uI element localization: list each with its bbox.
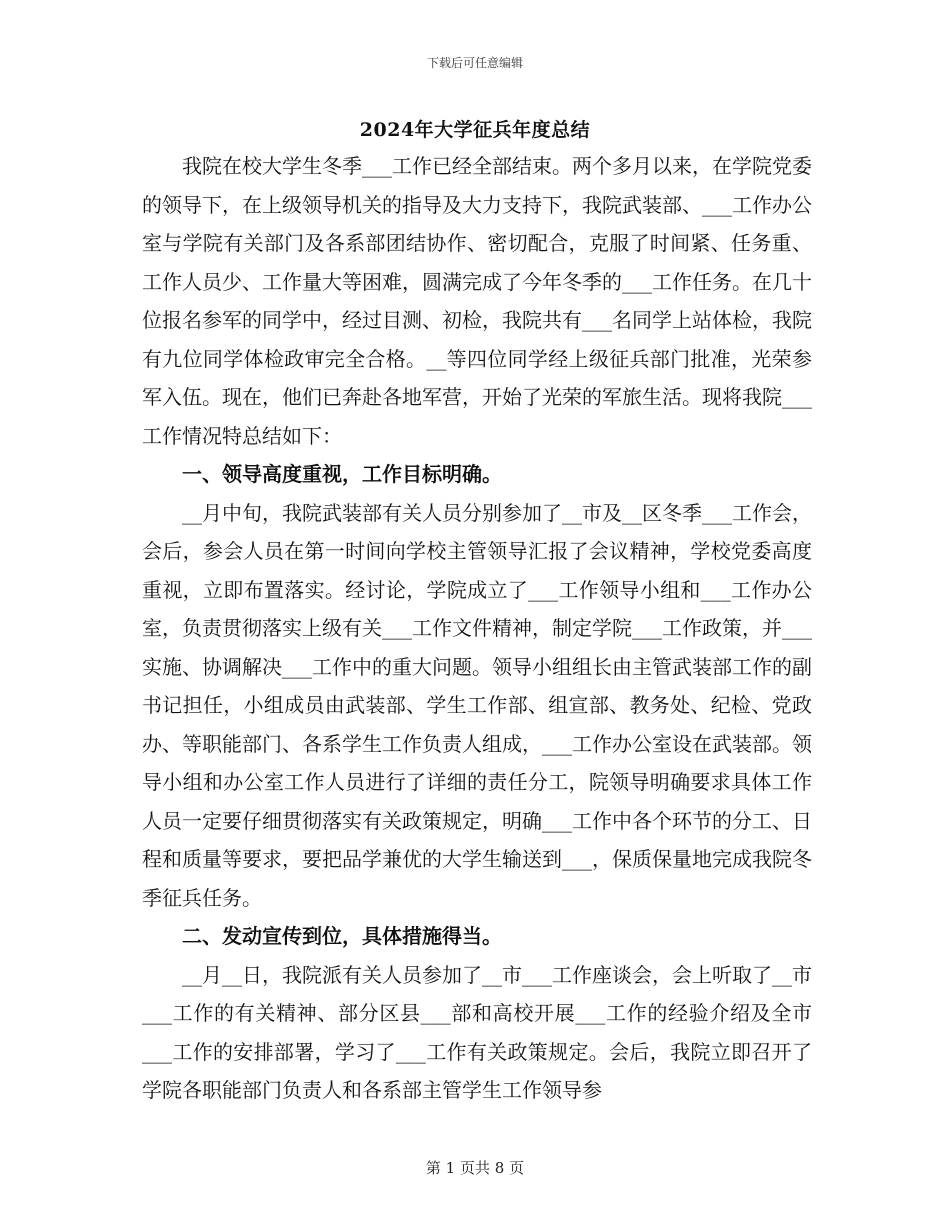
section-heading-1: 一、领导高度重视，工作目标明确。 [182,462,502,486]
section-heading-2: 二、发动宣传到位，具体措施得当。 [182,924,502,948]
header-note: 下载后可任意编辑 [426,56,523,70]
page-footer: 第 1 页共 8 页 [425,1159,525,1177]
section-1-paragraph: __月中旬，我院武装部有关人员分别参加了__市及__区冬季___工作会，会后，参会人员在第一时间向学校主管领导汇报了会议精神，学校党委高度重视，立即布置落实。经讨论，学院成立了___工作领导小组和___工作办公室，负责贯彻落实上级有关___工作文件精神，制定学院___工作政策，并___实施、协调解决___工作中的重大问题。领导小组组长由主管武装部工作的副书记担任，小组成员由武装部、学生工作部、组宣部、教务处、纪检、党政办、等职能部门、各系学生工作负责人组成，___工作办公室设在武装部。领导小组和办公室工作人员进行了详细的责任分工，院领导明确要求具体工作人员一定要仔细贯彻落实有关政策规定，明确___工作中各个环节的分工、日程和质量等要求，要把品学兼优的大学生输送到___，保质保量地完成我院冬季征兵任务。 [142,500,812,910]
intro-paragraph: 我院在校大学生冬季___工作已经全部结束。两个多月以来，在学院党委的领导下，在上级领导机关的指导及大力支持下，我院武装部、___工作办公室与学院有关部门及各系部团结协作、密切配合，克服了时间紧、任务重、工作人员少、工作量大等困难，圆满完成了今年冬季的___工作任务。在几十位报名参军的同学中，经过目测、初检，我院共有___名同学上站体检，我院有九位同学体检政审完全合格。__等四位同学经上级征兵部门批准，光荣参军入伍。现在，他们已奔赴各地军营，开始了光荣的军旅生活。现将我院___工作情况特总结如下： [142,154,812,448]
section-2-paragraph: __月__日，我院派有关人员参加了__市___工作座谈会，会上听取了__市___工作的有关精神、部分区县___部和高校开展___工作的经验介绍及全市___工作的安排部署，学习了___工作有关政策规定。会后，我院立即召开了学院各职能部门负责人和各系部主管学生工作领导参 [142,962,812,1102]
document-title: 2024年大学征兵年度总结 [359,119,591,141]
document-body [142,147,812,1110]
